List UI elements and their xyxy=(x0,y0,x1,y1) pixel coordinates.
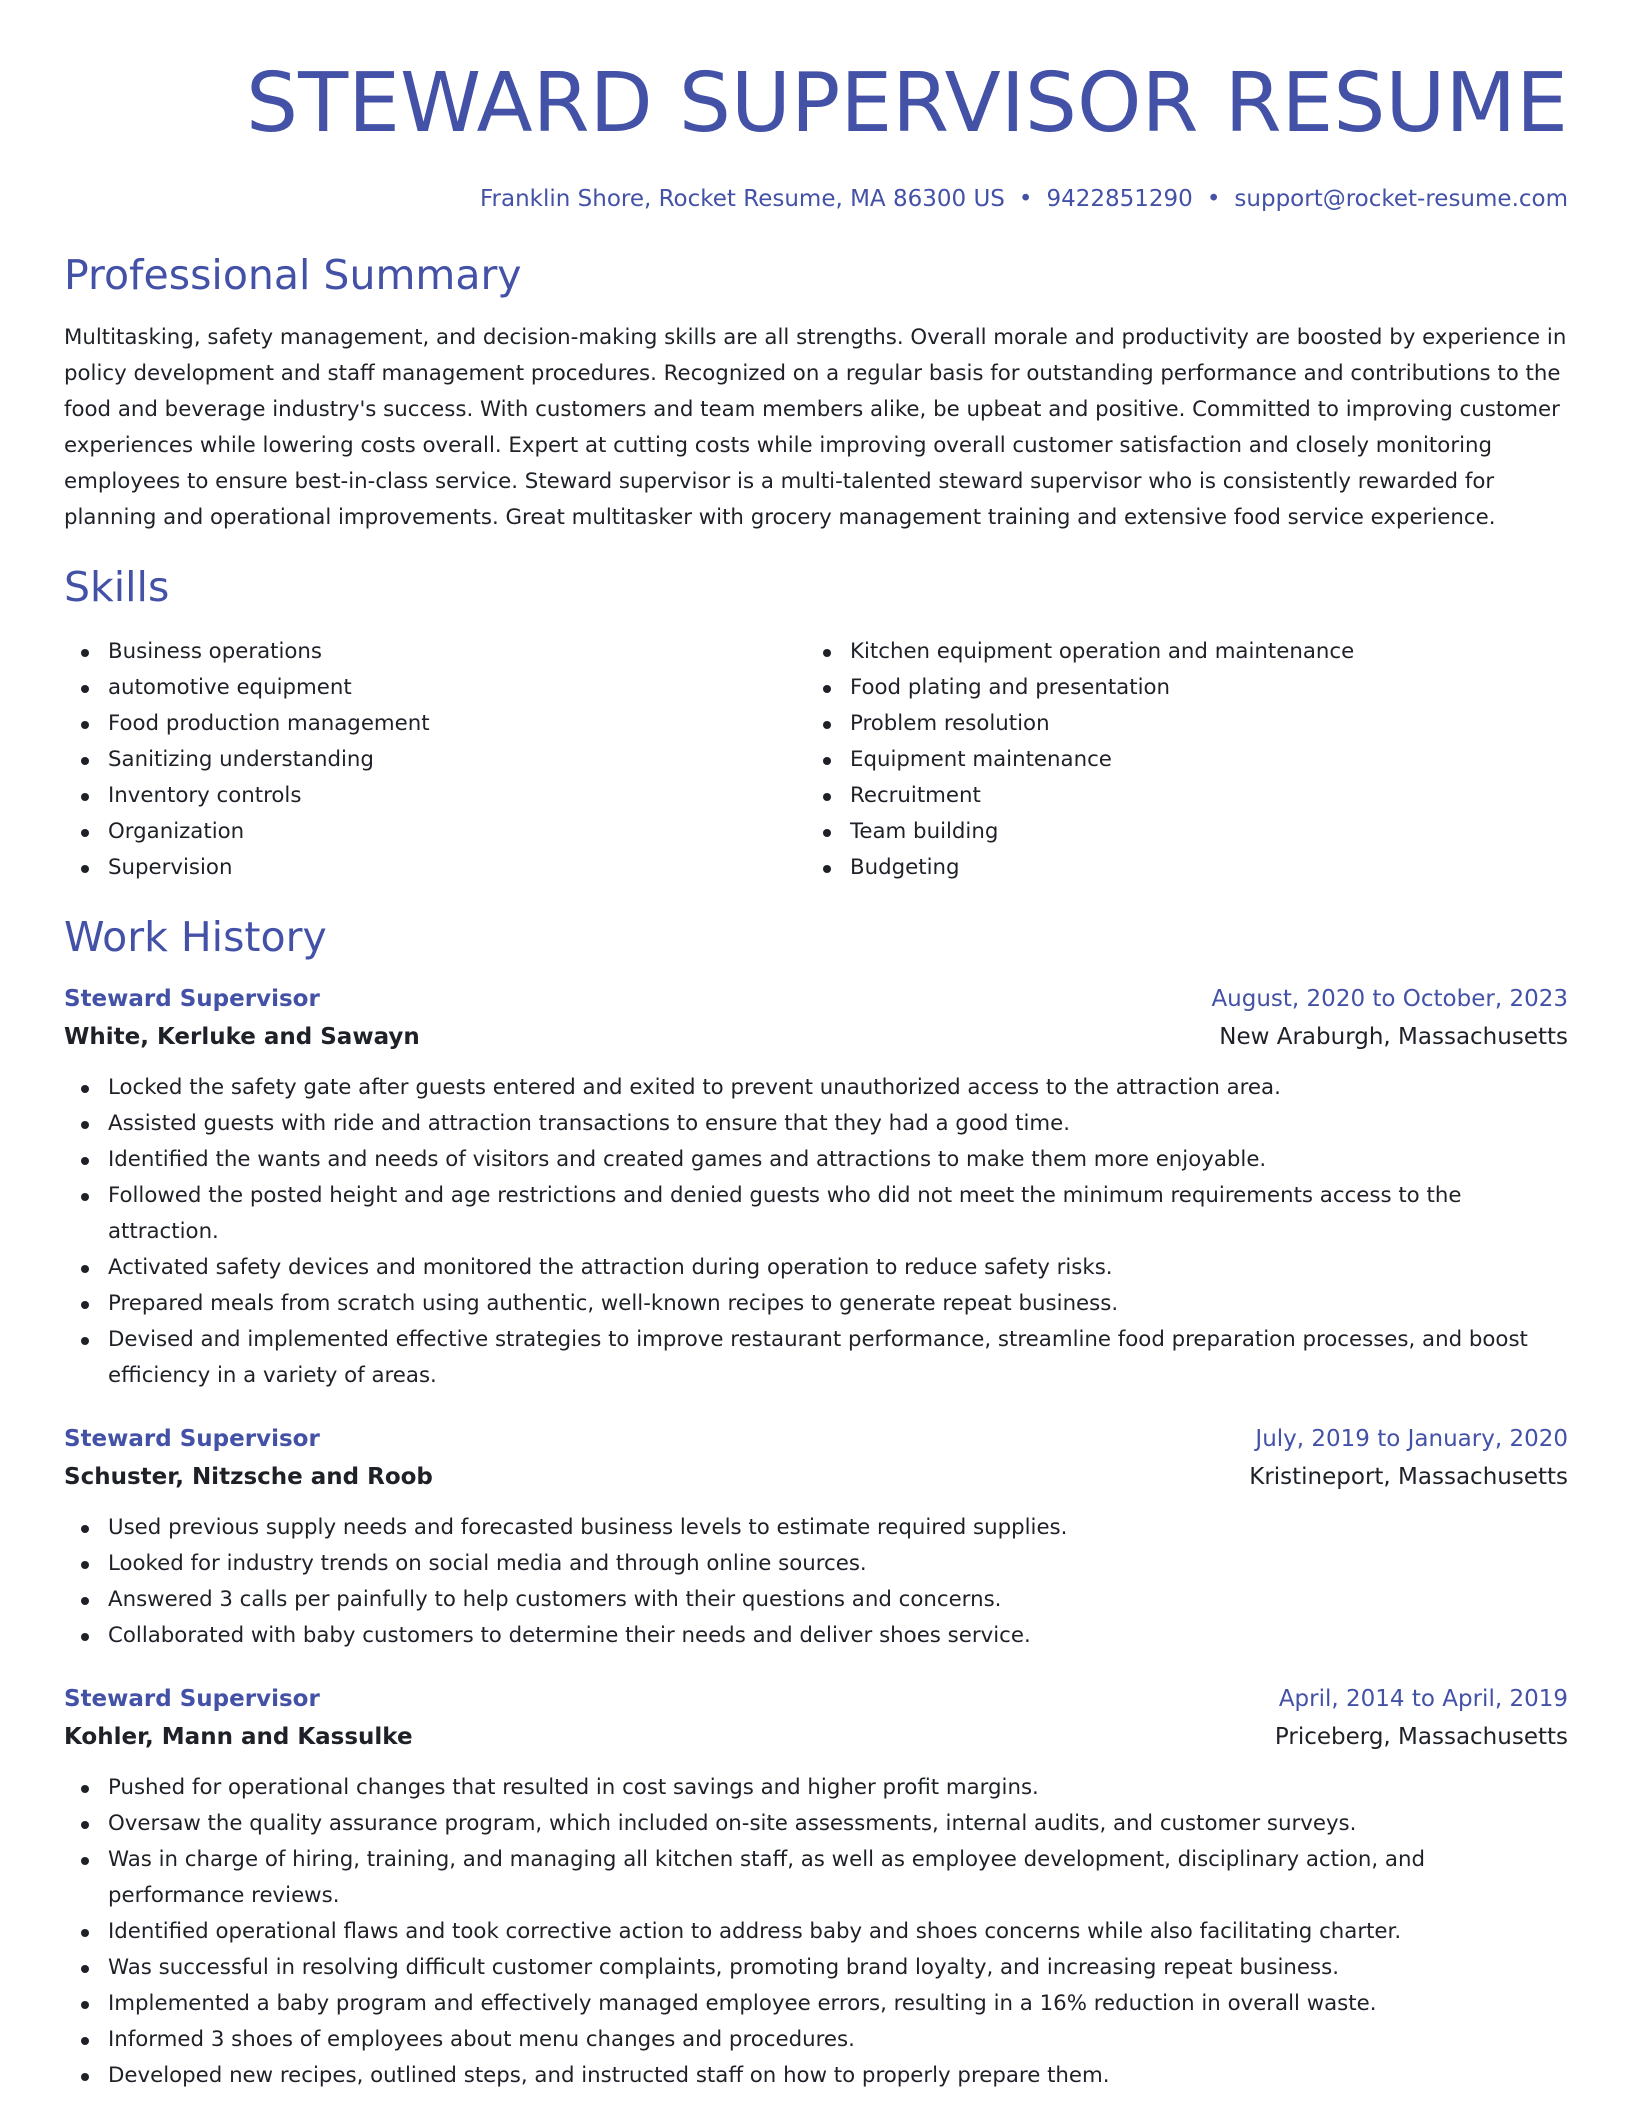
skill-item: Recruitment xyxy=(806,778,1548,814)
summary-heading: Professional Summary xyxy=(64,251,522,299)
job-duty: Followed the posted height and age restrictions and denied guests who did not meet the minimum requirements access to the attraction. xyxy=(64,1178,1568,1250)
job-duty: Assisted guests with ride and attraction transactions to ensure that they had a good time. xyxy=(64,1106,1568,1142)
skills-list xyxy=(64,634,1568,886)
job-title: Steward Supervisor xyxy=(64,1426,320,1452)
job-title: Steward Supervisor xyxy=(64,1686,320,1712)
job-location: Priceberg, Massachusetts xyxy=(1274,1724,1568,1750)
contact-separator: • xyxy=(1018,186,1033,212)
job-duty: Oversaw the quality assurance program, which included on-site assessments, internal audits, and customer surveys. xyxy=(64,1806,1568,1842)
resume-title: STEWARD SUPERVISOR RESUME xyxy=(246,56,1568,151)
work-history-heading: Work History xyxy=(64,913,327,961)
job-location: Kristineport, Massachusetts xyxy=(1249,1464,1568,1490)
job-duty: Prepared meals from scratch using authentic, well-known recipes to generate repeat business. xyxy=(64,1286,1568,1322)
job-duty: Identified the wants and needs of visitors and created games and attractions to make them more enjoyable. xyxy=(64,1142,1568,1178)
skills-column-left xyxy=(64,634,806,886)
job-duties xyxy=(64,1070,1568,1394)
skill-item: Food production management xyxy=(64,706,806,742)
job-entry xyxy=(64,1420,1568,1654)
contact-phone: 9422851290 xyxy=(1046,186,1193,212)
job-title-row xyxy=(64,980,1568,1018)
job-duty: Looked for industry trends on social media and through online sources. xyxy=(64,1546,1568,1582)
job-dates: April, 2014 to April, 2019 xyxy=(1278,1686,1568,1712)
job-duty: Pushed for operational changes that resulted in cost savings and higher profit margins. xyxy=(64,1770,1568,1806)
job-duties xyxy=(64,1770,1568,2094)
job-duty: Was successful in resolving difficult customer complaints, promoting brand loyalty, and increasing repeat business. xyxy=(64,1950,1568,1986)
job-duty: Was in charge of hiring, training, and managing all kitchen staff, as well as employee development, disciplinary action, and performance reviews. xyxy=(64,1842,1568,1914)
skill-item: Food plating and presentation xyxy=(806,670,1548,706)
skill-item: Organization xyxy=(64,814,806,850)
job-entry xyxy=(64,1680,1568,2094)
job-duty: Answered 3 calls per painfully to help customers with their questions and concerns. xyxy=(64,1582,1568,1618)
job-company-row xyxy=(64,1018,1568,1056)
skill-item: Business operations xyxy=(64,634,806,670)
contact-line xyxy=(64,184,1568,214)
job-duty: Used previous supply needs and forecasted business levels to estimate required supplies. xyxy=(64,1510,1568,1546)
job-company-row xyxy=(64,1718,1568,1756)
job-duty: Developed new recipes, outlined steps, and instructed staff on how to properly prepare them. xyxy=(64,2058,1568,2094)
contact-separator: • xyxy=(1206,186,1221,212)
job-entry xyxy=(64,980,1568,1394)
skill-item: Inventory controls xyxy=(64,778,806,814)
job-duty: Implemented a baby program and effectively managed employee errors, resulting in a 16% reduction in overall waste. xyxy=(64,1986,1568,2022)
skills-column-right xyxy=(806,634,1548,886)
job-company-row xyxy=(64,1458,1568,1496)
skill-item: Equipment maintenance xyxy=(806,742,1548,778)
job-title: Steward Supervisor xyxy=(64,986,320,1012)
job-duty: Devised and implemented effective strategies to improve restaurant performance, streamline food preparation processes, and boost efficiency in a variety of areas. xyxy=(64,1322,1568,1394)
job-title-row xyxy=(64,1680,1568,1718)
skill-item: automotive equipment xyxy=(64,670,806,706)
job-duty: Informed 3 shoes of employees about menu changes and procedures. xyxy=(64,2022,1568,2058)
contact-email: support@rocket-resume.com xyxy=(1234,186,1568,212)
job-dates: July, 2019 to January, 2020 xyxy=(1255,1426,1568,1452)
job-location: New Araburgh, Massachusetts xyxy=(1219,1024,1568,1050)
skill-item: Problem resolution xyxy=(806,706,1548,742)
job-duties xyxy=(64,1510,1568,1654)
job-company: Kohler, Mann and Kassulke xyxy=(64,1724,413,1750)
skill-item: Kitchen equipment operation and maintenance xyxy=(806,634,1548,670)
skill-item: Budgeting xyxy=(806,850,1548,886)
skill-item: Supervision xyxy=(64,850,806,886)
job-dates: August, 2020 to October, 2023 xyxy=(1211,986,1568,1012)
job-duty: Activated safety devices and monitored the attraction during operation to reduce safety risks. xyxy=(64,1250,1568,1286)
job-duty: Identified operational flaws and took corrective action to address baby and shoes concerns while also facilitating charter. xyxy=(64,1914,1568,1950)
job-title-row xyxy=(64,1420,1568,1458)
job-company: White, Kerluke and Sawayn xyxy=(64,1024,420,1050)
skill-item: Sanitizing understanding xyxy=(64,742,806,778)
contact-address: Franklin Shore, Rocket Resume, MA 86300 US xyxy=(479,186,1005,212)
job-company: Schuster, Nitzsche and Roob xyxy=(64,1464,433,1490)
summary-text: Multitasking, safety management, and decision-making skills are all strengths. Overall morale and productivity are boosted by experience in policy development and staff management procedures. Recognized on a regular basis for outstanding performance and contributions to the food and beverage industry's success. With customers and team members alike, be upbeat and positive. Committed to improving customer experiences while lowering costs overall. Expert at cutting costs while improving overall customer satisfaction and closely monitoring employees to ensure best-in-class service. Steward supervisor is a multi-talented steward supervisor who is consistently rewarded for planning and operational improvements. Great multitasker with grocery management training and extensive food service experience. xyxy=(64,325,1567,530)
job-duty: Collaborated with baby customers to determine their needs and deliver shoes service. xyxy=(64,1618,1568,1654)
skill-item: Team building xyxy=(806,814,1548,850)
job-duty: Locked the safety gate after guests entered and exited to prevent unauthorized access to the attraction area. xyxy=(64,1070,1568,1106)
skills-heading: Skills xyxy=(64,563,170,611)
